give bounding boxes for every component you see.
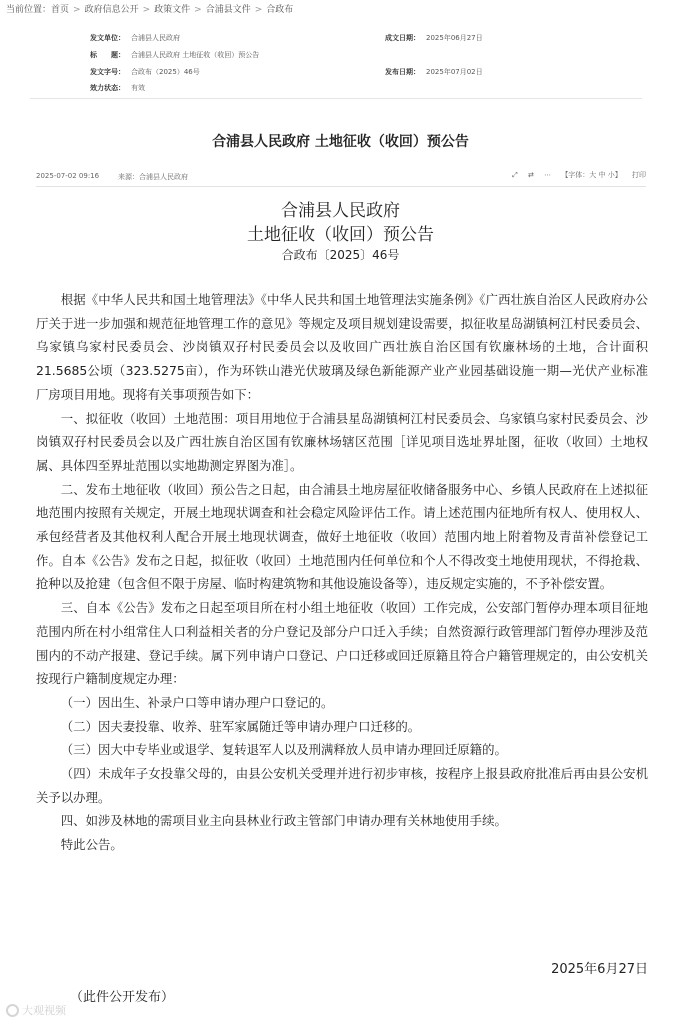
meta-issuer-value: 合浦县人民政府 xyxy=(131,34,180,42)
meta-title xyxy=(90,50,259,60)
document-meta-panel xyxy=(30,28,642,99)
paragraph: 一、拟征收（收回）土地范围：项目用地位于合浦县星岛湖镇柯江村民委员会、乌家镇乌家村民委员会、沙岗镇双孖村民委员会以及广西壮族自治区国有钦廉林场辖区范围［详见项目选址界址图，征收（收回）土地权属、具体四至界址范围以实地勘测定界图为准］。 xyxy=(36,410,648,473)
meta-status xyxy=(90,83,145,93)
meta-doc-no-value: 合政布（2025）46号 xyxy=(131,68,200,76)
breadcrumb-separator: > xyxy=(254,5,263,15)
publish-datetime: 2025-07-02 09:16 xyxy=(36,172,100,180)
meta-date-label: 成文日期： xyxy=(385,34,420,42)
paragraph: （二）因夫妻投靠、收养、驻军家属随迁等申请办理户口迁移的。 xyxy=(60,718,421,734)
meta-publish-date xyxy=(385,67,483,77)
meta-publish-value: 2025年07月02日 xyxy=(426,68,483,76)
meta-title-value: 合浦县人民政府 土地征收（收回）预公告 xyxy=(131,51,260,59)
paragraph: 四、如涉及林地的需项目业主向县林业行政主管部门申请办理有关林地使用手续。 xyxy=(60,813,507,829)
paragraph: 二、发布土地征收（收回）预公告之日起，由合浦县土地房屋征收储备服务中心、乡镇人民政府在上述拟征地范围内按照有关规定，开展土地现状调查和社会稳定风险评估工作。请上述范围内征地所有权人、使用权人、承包经营者及其他权利人配合开展土地现状调查，做好土地征收（收回）范围内地上附着物及青苗补偿登记工作。自本《公告》发布之日起，拟征收（收回）土地范围内任何单位和个人不得改变土地使用现状，不得抢栽、抢种以及抢建（包含但不限于房屋、临时构建筑物和其他设施设备等），违反规定实施的，不予补偿安置。 xyxy=(36,481,648,592)
meta-issuer xyxy=(90,33,180,43)
paragraph: （四）未成年子女投靠父母的，由县公安机关受理并进行初步审核，按程序上报县政府批准后再由县公安机关予以办理。 xyxy=(36,766,648,805)
source-label: 来源： xyxy=(118,173,139,181)
article-source xyxy=(118,172,188,182)
breadcrumb-county-docs[interactable]: 合浦县文件 xyxy=(205,5,251,15)
paragraph: 根据《中华人民共和国土地管理法》《中华人民共和国土地管理法实施条例》《广西壮族自治区人民政府办公厅关于进一步加强和规范征地管理工作的意见》等规定及项目规划建设需要，拟征收星岛湖镇柯江村民委员会、乌家镇乌家村民委员会、沙岗镇双孖村民委员会以及收回广西壮族自治区国有钦廉林场的土地，合计面积21.5685公顷（323.5275亩），作为环铁山港光伏玻璃及绿色新能源产业产业园基础设施一期—光伏产业标准厂房项目用地。现将有关事项预告如下： xyxy=(36,292,648,402)
meta-issuer-label: 发文单位： xyxy=(90,34,125,42)
watermark xyxy=(6,1002,66,1018)
watermark-text: 大观视频 xyxy=(22,1004,66,1017)
expand-icon[interactable]: ⤢ xyxy=(512,171,518,179)
document-org: 合浦县人民政府 xyxy=(281,201,400,221)
meta-publish-label: 发布日期： xyxy=(385,68,420,76)
print-button[interactable]: 打印 xyxy=(632,171,646,179)
meta-doc-no-label: 发文字号： xyxy=(90,68,125,76)
breadcrumb-policy[interactable]: 政策文件 xyxy=(154,5,191,15)
breadcrumb-prefix: 当前位置： xyxy=(6,5,52,15)
meta-date-value: 2025年06月27日 xyxy=(426,34,483,42)
article-tools xyxy=(504,170,646,180)
article-info-bar xyxy=(36,168,646,187)
meta-status-value: 有效 xyxy=(131,84,145,92)
document-number: 合政布〔2025〕46号 xyxy=(281,248,400,262)
breadcrumb xyxy=(6,2,293,18)
document-body xyxy=(36,288,648,857)
paragraph: 三、自本《公告》发布之日起至项目所在村小组土地征收（收回）工作完成，公安部门暂停办理本项目征地范围内所在村小组常住人口利益相关者的分户登记及部分户口迁入手续；自然资源行政管理部门暂停办理涉及范围内的不动产报建、登记手续。属下列申请户口登记、户口迁移或回迁原籍且符合户籍管理规定的，由公安机关按现行户籍制度规定办理： xyxy=(36,600,648,687)
font-size-selector[interactable]: 【字体：大 中 小】 xyxy=(561,171,622,179)
paragraph: （一）因出生、补录户口等申请办理户口登记的。 xyxy=(60,694,334,710)
meta-date xyxy=(385,33,483,43)
signature-date: 2025年6月27日 xyxy=(551,962,648,977)
publish-note: （此件公开发布） xyxy=(70,990,175,1005)
watermark-logo-icon xyxy=(6,1004,19,1017)
document-title: 土地征收（收回）预公告 xyxy=(247,225,434,245)
share-icon[interactable]: ⇄ xyxy=(527,171,534,179)
meta-doc-no xyxy=(90,67,200,77)
meta-status-label: 效力状态： xyxy=(90,84,125,92)
breadcrumb-gov-info[interactable]: 政府信息公开 xyxy=(84,5,139,15)
breadcrumb-separator: > xyxy=(194,5,202,15)
meta-title-label: 标 题： xyxy=(90,51,125,59)
breadcrumb-home[interactable]: 首页 xyxy=(51,5,70,15)
page-title: 合浦县人民政府 土地征收（收回）预公告 xyxy=(212,134,469,150)
source-value: 合浦县人民政府 xyxy=(139,173,188,181)
breadcrumb-hezhengbu[interactable]: 合政布 xyxy=(266,5,294,15)
breadcrumb-separator: > xyxy=(142,5,151,15)
breadcrumb-separator: > xyxy=(73,5,81,15)
more-icon[interactable]: ⋯ xyxy=(544,171,552,179)
paragraph: （三）因大中专毕业或退学、复转退军人以及刑满释放人员申请办理回迁原籍的。 xyxy=(60,742,507,758)
paragraph: 特此公告。 xyxy=(60,837,123,853)
